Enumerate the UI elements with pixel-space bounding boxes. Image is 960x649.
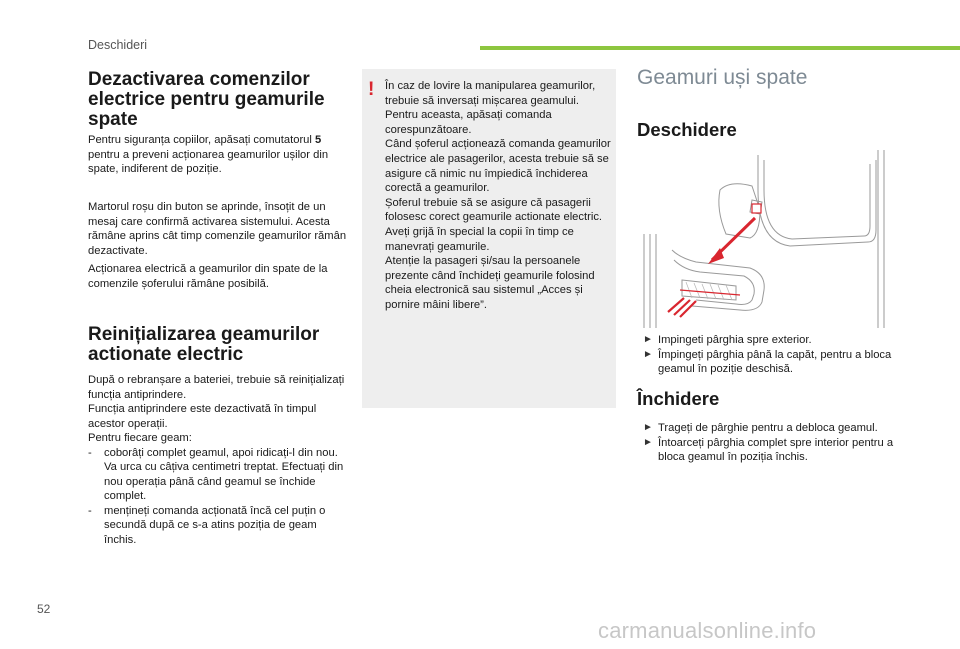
heading-disable-controls: Dezactivarea comenzilor electrice pentru geamurile spate (88, 69, 325, 130)
list-item-text: coborâți complet geamul, apoi ridicați-l din nou. Va urca cu câțiva centimetri treptat. Efectuați din nou operația până când geamul se închide complet. (104, 446, 344, 502)
reinit-steps-list (88, 446, 350, 548)
warning-line: Șoferul trebuie să se asigure că pasagerii folosesc corect geamurile actionate electric. (385, 196, 603, 224)
paragraph-each-window: Pentru fiecare geam: (88, 432, 192, 444)
paragraph-child-safety (88, 133, 353, 177)
paragraph-driver-controls: Acționarea electrică a geamurilor din spate de la comenzile șoferului rămâne posibilă. (88, 263, 328, 290)
warning-line: Când șoferul acționează comanda geamurilor electrice ale pasagerilor, acesta trebuie să se asigure că nimic nu împiedică închiderea corectă a geamurilor. (385, 138, 611, 195)
list-item-text: Impingeti pârghia spre exterior. (658, 334, 812, 346)
list-item (640, 436, 902, 465)
warning-line: Aveți grijă în special la copii în timp ce manevrați geamurile. (385, 225, 574, 253)
paragraph-indicator-light: Martorul roșu din buton se aprinde, însoțit de un mesaj care confirmă activarea sistemului. Acesta rămâne aprins cât timp comenzile geamurilor rămân dezactivate. (88, 201, 347, 257)
list-item-text: Întoarceți pârghia complet spre interior pentru a bloca geamul în poziția închis. (658, 436, 894, 463)
p1-pre: Pentru siguranța copiilor, apăsați comutatorul (88, 134, 315, 146)
dash-marker: - (88, 446, 92, 459)
list-item-text: mențineți comanda acționată încă cel puțin o secundă după ce s-a atins poziția de geam închis. (104, 504, 326, 546)
reinit-text-block (88, 373, 350, 547)
heading-close: Închidere (637, 388, 720, 409)
warning-text (385, 79, 611, 313)
list-item (88, 504, 350, 548)
list-item (640, 421, 902, 436)
list-item-text: Trageți de pârghie pentru a debloca geamul. (658, 422, 878, 434)
switch-number: 5 (314, 134, 322, 146)
window-lever-illustration (640, 150, 890, 328)
paragraph-antipinch: Funcția antiprindere este dezactivată în timpul acestor operații. (88, 403, 317, 430)
list-item-text: Împingeți pârghia până la capăt, pentru a bloca geamul în poziție deschisă. (658, 348, 892, 375)
page-title: Geamuri uși spate (637, 66, 808, 89)
warning-line: În caz de lovire la manipularea geamurilor, trebuie să inversați mișcarea geamului. Pentru aceasta, apăsați comanda corespunzătoare. (385, 80, 596, 136)
arrow-bullet-icon: ► (643, 436, 653, 448)
warning-line: Atenție la pasageri și/sau la persoanele prezente când închideți geamurile folosind cheia electronică sau sistemul „Acces și pornire mâini libere”. (385, 255, 595, 311)
heading-reinitialize: Reinițializarea geamurilor actionate electric (88, 324, 320, 365)
section-label: Deschideri (88, 38, 148, 52)
list-item (640, 348, 900, 377)
paragraph-battery: După o rebranșare a bateriei, trebuie să reinițializați funcția antiprindere. (88, 374, 345, 401)
open-steps-list (640, 333, 900, 377)
arrow-bullet-icon: ► (643, 334, 653, 345)
close-steps-list (640, 421, 902, 465)
arrow-bullet-icon: ► (643, 348, 653, 360)
watermark: carmanualsonline.info (598, 618, 817, 643)
warning-icon: ! (368, 79, 375, 100)
list-item (88, 446, 350, 504)
dash-marker: - (88, 504, 92, 517)
heading-open: Deschidere (637, 119, 737, 140)
list-item (640, 333, 900, 348)
page-number: 52 (37, 602, 51, 616)
header-accent-bar (480, 46, 960, 50)
arrow-bullet-icon: ► (643, 422, 653, 433)
p1-post: pentru a preveni acționarea geamurilor ușilor din spate, indiferent de poziție. (88, 148, 329, 175)
